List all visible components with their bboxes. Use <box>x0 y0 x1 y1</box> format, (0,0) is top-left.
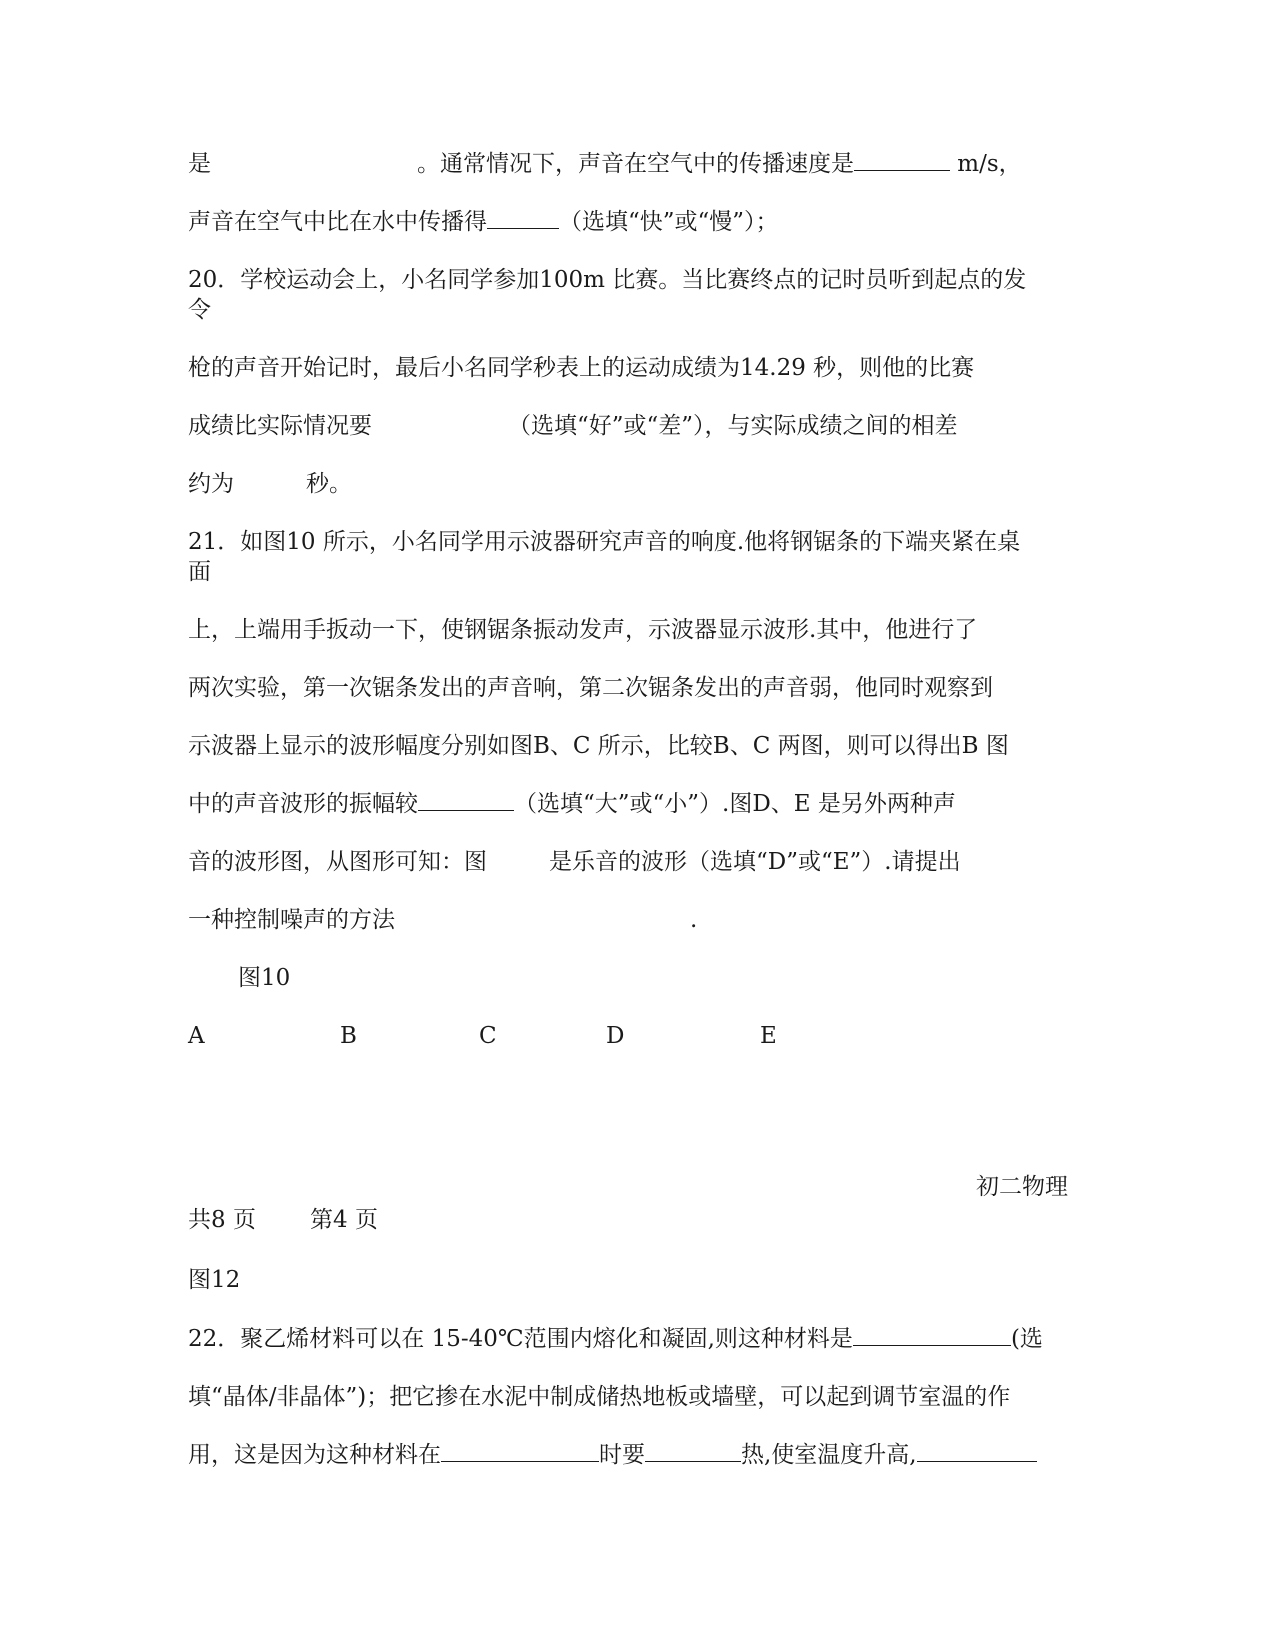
text: 一种控制噪声的方法 <box>188 907 395 933</box>
figure-label-c: C <box>479 1023 497 1049</box>
text: m/s， <box>950 151 1022 177</box>
figure-label-a: A <box>188 1023 205 1049</box>
q21-line-6 <box>188 848 961 876</box>
figure-label-e: E <box>760 1023 777 1049</box>
footer-page-count: 共8 页 <box>188 1207 256 1233</box>
q20-line-3 <box>188 412 958 440</box>
q20-line-2: 枪的声音开始记时，最后小名同学秒表上的运动成绩为14.29 秒，则他的比赛 <box>188 355 975 381</box>
text: 声音在空气中比在水中传播得 <box>188 209 487 235</box>
text: （选填“大”或“小”）.图D、E 是另外两种声 <box>514 791 956 817</box>
answer-blank <box>645 1441 741 1462</box>
q21-line-7 <box>188 906 697 934</box>
text: 热,使室温度升高, <box>741 1442 917 1468</box>
text: 中的声音波形的振幅较 <box>188 791 418 817</box>
q22-line-3 <box>188 1441 1037 1469</box>
q21-line-5 <box>188 790 956 818</box>
text: . <box>690 907 698 933</box>
figure-10-caption: 图10 <box>238 965 291 991</box>
answer-blank <box>853 1325 1011 1346</box>
text: (选 <box>1010 1326 1043 1352</box>
text: 是乐音的波形（选填“D”或“E”）.请提出 <box>549 849 961 875</box>
figure-label-b: B <box>340 1023 357 1049</box>
answer-blank <box>487 208 559 229</box>
q21-line-4: 示波器上显示的波形幅度分别如图B、C 所示，比较B、C 两图，则可以得出B 图 <box>188 733 1009 759</box>
text: 成绩比实际情况要 <box>188 413 372 439</box>
answer-blank <box>418 790 514 811</box>
figure-label-d: D <box>606 1023 625 1049</box>
q20-line-4 <box>188 470 352 498</box>
figure-12-caption: 图12 <box>188 1267 241 1293</box>
text: 。通常情况下，声音在空气中的传播速度是 <box>417 151 854 177</box>
text: 22．聚乙烯材料可以在 15-40℃范围内熔化和凝固,则这种材料是 <box>188 1326 853 1352</box>
answer-blank <box>854 150 950 171</box>
q20-line-1: 20．学校运动会上，小名同学参加100m 比赛。当比赛终点的记时员听到起点的发 <box>188 267 1027 293</box>
answer-blank <box>441 1441 599 1462</box>
q22-line-1 <box>188 1325 1043 1353</box>
text: （选填“快”或“慢”）； <box>559 209 779 235</box>
q19-line-1 <box>188 150 1022 178</box>
answer-blank <box>917 1441 1037 1462</box>
q21-line-1-wrap: 面 <box>188 559 211 585</box>
text: 用，这是因为这种材料在 <box>188 1442 441 1468</box>
text: 约为 <box>188 471 234 497</box>
text: 时要 <box>599 1442 645 1468</box>
text: 是 <box>188 151 211 177</box>
text: （选填“好”或“差”），与实际成绩之间的相差 <box>508 413 958 439</box>
text: 秒。 <box>306 471 352 497</box>
footer-subject: 初二物理 <box>976 1174 1068 1200</box>
q21-line-3: 两次实验，第一次锯条发出的声音响，第二次锯条发出的声音弱，他同时观察到 <box>188 675 993 701</box>
text: 音的波形图，从图形可知：图 <box>188 849 487 875</box>
footer-page-number: 第4 页 <box>310 1207 378 1233</box>
q22-line-2: 填“晶体/非晶体”)；把它掺在水泥中制成储热地板或墙壁，可以起到调节室温的作 <box>188 1384 1011 1410</box>
q21-line-1: 21．如图10 所示，小名同学用示波器研究声音的响度.他将钢锯条的下端夹紧在桌 <box>188 529 1021 555</box>
q19-line-2 <box>188 208 779 236</box>
q20-line-1-wrap: 令 <box>188 297 211 323</box>
q21-line-2: 上，上端用手扳动一下，使钢锯条振动发声，示波器显示波形.其中，他进行了 <box>188 617 978 643</box>
